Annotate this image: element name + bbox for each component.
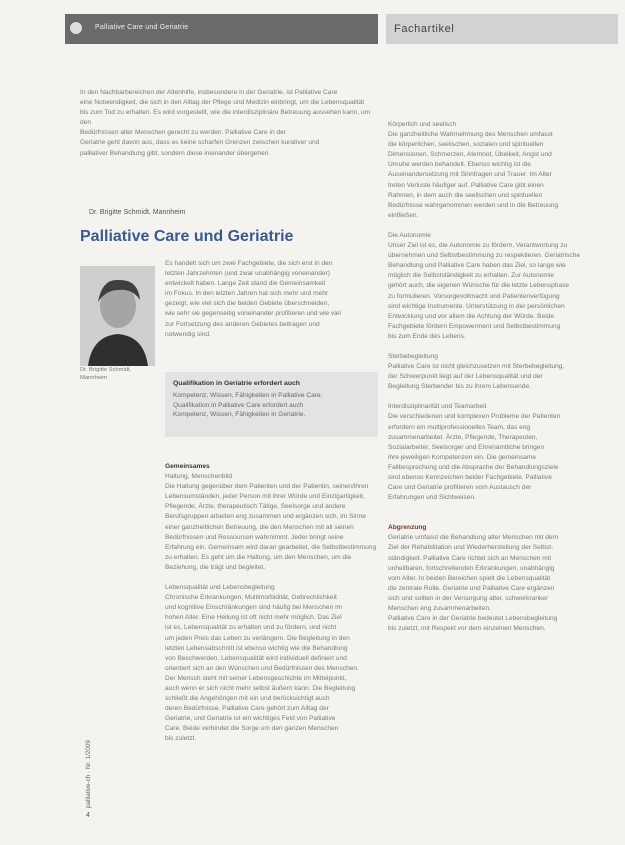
text-line: Chronische Erkrankungen, Multimorbidität, Gebrechlichkeit xyxy=(165,594,337,602)
section-heading: Abgrenzung xyxy=(388,524,427,532)
section-subheading: Sterbebegleitung xyxy=(388,352,438,360)
box-line: Kompetenz, Wissen, Fähigkeiten in Geriatrie. xyxy=(173,411,306,418)
author-byline: Dr. Brigitte Schmidt, Mannheim xyxy=(89,209,186,216)
text-line: zu formulieren. Vorsorgevollmacht und Patientenverfügung xyxy=(388,292,560,300)
text-line: Bedürfnisse wahrgenommen werden und in die Betreuung xyxy=(388,201,559,209)
text-line: letzten Jahrzehnten (und zwar unabhängig voneinander) xyxy=(165,270,330,278)
text-line: die zentrale Rolle. Geriatrie und Palliative Care ergänzen xyxy=(388,584,555,592)
text-line: vom Alter. In beiden Bereichen spielt die Lebensqualität xyxy=(388,574,551,582)
right-column xyxy=(388,120,603,634)
text-line: Care. Beide verbindet die Sorge um den ganzen Menschen xyxy=(165,725,339,733)
text-line: schließt die Angehörigen mit ein und berücksichtigt auch xyxy=(165,695,330,703)
text-line: bis zum Ende des Lebens. xyxy=(388,332,466,340)
text-line: gehört auch, die eigenen Wünsche für die letzte Lebensphase xyxy=(388,282,570,290)
section-label: Fachartikel xyxy=(394,23,455,35)
text-line: Berufsgruppen arbeiten eng zusammen und ergänzen sich, im Sinne xyxy=(165,513,366,521)
box-line: Kompetenz, Wissen, Fähigkeiten in Palliative Care. xyxy=(173,392,323,399)
text-line: Dimensionen. Schmerzen, Atemnot, Übelkeit, Angst und xyxy=(388,151,552,159)
article-title: Palliative Care und Geriatrie xyxy=(80,228,294,245)
photo-caption: Dr. Brigitte Schmidt, Mannheim xyxy=(80,367,132,381)
intro-text xyxy=(80,88,378,159)
text-line: orientiert sich an den Wünschen und Bedürfnissen des Menschen. xyxy=(165,664,359,672)
middle-column-intro xyxy=(165,259,379,340)
text-line: einfließen. xyxy=(388,211,419,219)
text-line: Ziel der Rehabilitation und Wiederherstellung der Selbst- xyxy=(388,544,554,552)
text-line: deren Bedürfnisse. Palliative Care gehört zum Alltag der xyxy=(165,705,329,713)
intro-line: Bedürfnissen alter Menschen gerecht zu werden. Palliative Care in der xyxy=(80,129,286,137)
intro-line: Geriatrie geht davon aus, dass es keine scharfen Grenzen zwischen kurativer und xyxy=(80,139,320,147)
text-line: Begleitung Sterbender bis zu ihrem Lebensende. xyxy=(388,383,531,391)
text-line: Erfahrung ein. Gemeinsam wird daran gearbeitet, die Selbstbestimmung xyxy=(165,543,377,551)
text-line: hohen Alter. Eine Heilung ist oft nicht mehr möglich. Das Ziel xyxy=(165,614,342,622)
text-line: Lebensumständen, jeder Person mit ihrer Würde und Einzigartigkeit, xyxy=(165,493,365,501)
text-line: entwickelt haben. Lange Zeit stand die Gemeinsamkeit xyxy=(165,280,326,288)
text-line: treten Verluste häufiger auf. Palliative Care gibt einen xyxy=(388,181,544,189)
page-number: 4 xyxy=(86,812,90,819)
author-photo xyxy=(80,266,155,366)
text-line: ist es, Lebensqualität zu erhalten und zu fördern, und nicht xyxy=(165,624,337,632)
text-line: Erfahrungen und Sichtweisen. xyxy=(388,494,476,502)
text-line: Es handelt sich um zwei Fachgebiete, die sich erst in den xyxy=(165,260,333,267)
text-line: Care und Geriatrie profitieren vom Austausch der xyxy=(388,484,532,492)
box-title: Qualifikation in Geriatrie erfordert auch xyxy=(173,380,300,387)
text-line: wie sehr sie gegenseitig voneinander profitieren und wie viel xyxy=(165,310,341,318)
section-subheading: Die Autonomie xyxy=(388,231,431,239)
intro-line: In den Nachbarbereichen der Altenhilfe, insbesondere in der Geriatrie, ist Palliative Care xyxy=(80,89,338,96)
text-line: bis zuletzt. xyxy=(165,735,197,743)
text-line: im Fokus. In den letzten Jahren hat sich mehr und mehr xyxy=(165,290,329,298)
circle-icon xyxy=(70,22,82,34)
text-line: sich und sollten in der Versorgung alter, schwerkranker xyxy=(388,594,549,602)
text-line: Auseinandersetzung mit Sinnfragen und Trauer. Im Alter xyxy=(388,171,552,179)
section-subheading: Interdisziplinarität und Teamarbeit xyxy=(388,403,487,411)
section-subheading: Körperlich und seelisch xyxy=(388,121,457,128)
text-line: Entwicklung und vor allem die Achtung der Würde. Beide xyxy=(388,312,555,320)
text-line: Rahmen, in dem auch die seelischen und spirituellen xyxy=(388,191,543,199)
box-line: Qualifikation in Palliative Care erfordert auch xyxy=(173,401,304,409)
text-line: der Schwerpunkt liegt auf der Lebensqualität und der xyxy=(388,373,543,381)
text-line: die körperlichen, seelischen, sozialen und spirituellen xyxy=(388,141,544,149)
intro-line: eine Notwendigkeit, die sich in den Alltag der Pflege und Medizin einbringt, um die Lebensqualität xyxy=(80,99,365,107)
text-line: notwendig sind. xyxy=(165,330,211,338)
text-line: sind wichtige Instrumente. Unterstützung in der persönlichen xyxy=(388,302,565,310)
text-line: Pflegende, Ärzte, therapeutisch Tätige, Seelsorge und andere xyxy=(165,503,346,511)
text-line: bis zuletzt, mit Respekt vor dem einzelnen Menschen. xyxy=(388,625,546,633)
text-line: zusammenarbeitet. Ärzte, Pflegende, Therapeuten, xyxy=(388,433,538,441)
highlight-box xyxy=(165,372,378,437)
text-line: Sozialarbeiter, Seelsorger und Ehrenamtliche bringen xyxy=(388,443,545,451)
intro-line: bis zum Tod zu erhalten. Es wird vorgestellt, wie die interdisziplinäre Betreuung aussehen kann, um den xyxy=(80,109,371,127)
text-line: Die verschiedenen und komplexen Probleme der Patienten xyxy=(388,413,561,421)
text-line: Menschen eng zusammenarbeiten. xyxy=(388,605,491,613)
text-line: Behandlung und Palliative Care haben das Ziel, so lange wie xyxy=(388,262,566,270)
text-line: ständigkeit. Palliative Care richtet sich an Menschen mit xyxy=(388,554,552,562)
text-line: Die ganzheitliche Wahrnehmung des Menschen umfasst xyxy=(388,131,553,139)
section-heading: Gemeinsames xyxy=(165,463,210,470)
text-line: ihre jeweiligen Kompetenzen ein. Die gemeinsame xyxy=(388,453,537,461)
intro-line: palliativer Behandlung gibt, sondern diese ineinander übergehen. xyxy=(80,149,271,157)
text-line: erfordern ein multiprofessionelles Team, das eng xyxy=(388,423,531,431)
journal-issue-label: palliative-ch · Nr. 1/2009 xyxy=(85,740,92,808)
header-title: Palliative Care und Geriatrie xyxy=(95,24,189,31)
text-line: Fachgebiete fördern Empowerment und Selbstbestimmung xyxy=(388,322,561,330)
text-line: Der Mensch steht mit seiner Lebensgeschichte im Mittelpunkt, xyxy=(165,674,347,682)
text-line: Palliative Care in der Geriatrie bedeutet Lebensbegleitung xyxy=(388,615,558,623)
text-line: Bedürfnissen und Ressourcen wahrnimmt. Jeder bringt seine xyxy=(165,533,344,541)
section-subheading: Lebensqualität und Lebensbegleitung xyxy=(165,584,275,592)
section-subheading: Haltung, Menschenbild xyxy=(165,473,233,481)
text-line: möglich die Selbstständigkeit zu erhalten. Zur Autonomie xyxy=(388,272,555,280)
text-line: Unser Ziel ist es, die Autonomie zu fördern, Verantwortung zu xyxy=(388,242,568,250)
middle-column-body xyxy=(165,462,379,745)
text-line: gezeigt, wie viel sich die beiden Gebiete überschneiden, xyxy=(165,300,330,308)
text-line: von Beschwerden. Lebensqualität wird individuell definiert und xyxy=(165,654,347,662)
text-line: sind ebenso Kennzeichen beider Fachgebiete. Palliative xyxy=(388,474,552,481)
text-line: Palliative Care ist nicht gleichzusetzen mit Sterbebegleitung, xyxy=(388,363,565,371)
text-line: um jeden Preis das Leben zu verlängern. Die Begleitung in den xyxy=(165,634,350,642)
text-line: und kognitive Einschränkungen sind häufig bei Menschen im xyxy=(165,604,343,612)
header-section-label xyxy=(386,14,618,44)
text-line: letzten Lebensabschnitt ist ebenso wichtig wie die Behandlung xyxy=(165,644,348,652)
text-line: auch wenn er sich nicht mehr selbst äußern kann. Die Begleitung xyxy=(165,684,356,692)
text-line: Geriatrie, und Geriatrie ist ein wichtiges Feld von Palliative xyxy=(165,715,336,723)
text-line: übernehmen und Selbstbestimmung zu respektieren. Geriatrische xyxy=(388,252,581,260)
text-line: einer ganzheitlichen Betreuung, die den Menschen mit all seinen xyxy=(165,523,354,531)
text-line: zur Fortsetzung des anderen Gebietes beitragen und xyxy=(165,320,320,328)
text-line: Geriatrie umfasst die Behandlung alter Menschen mit dem xyxy=(388,534,559,542)
text-line: unheilbaren, fortschreitenden Erkrankungen, unabhängig xyxy=(388,564,555,572)
text-line: Die Haltung gegenüber dem Patienten und der Patientin, seinen/ihren xyxy=(165,483,369,491)
text-line: Beziehung, die trägt und begleitet. xyxy=(165,563,266,571)
text-line: zu erhalten. Es geht um die Haltung, um den Menschen, um die xyxy=(165,553,352,561)
text-line: Fallbesprechung und die Absprache der Behandlungsziele xyxy=(388,463,559,471)
text-line: Unruhe werden behandelt. Ebenso wichtig ist die xyxy=(388,161,531,169)
